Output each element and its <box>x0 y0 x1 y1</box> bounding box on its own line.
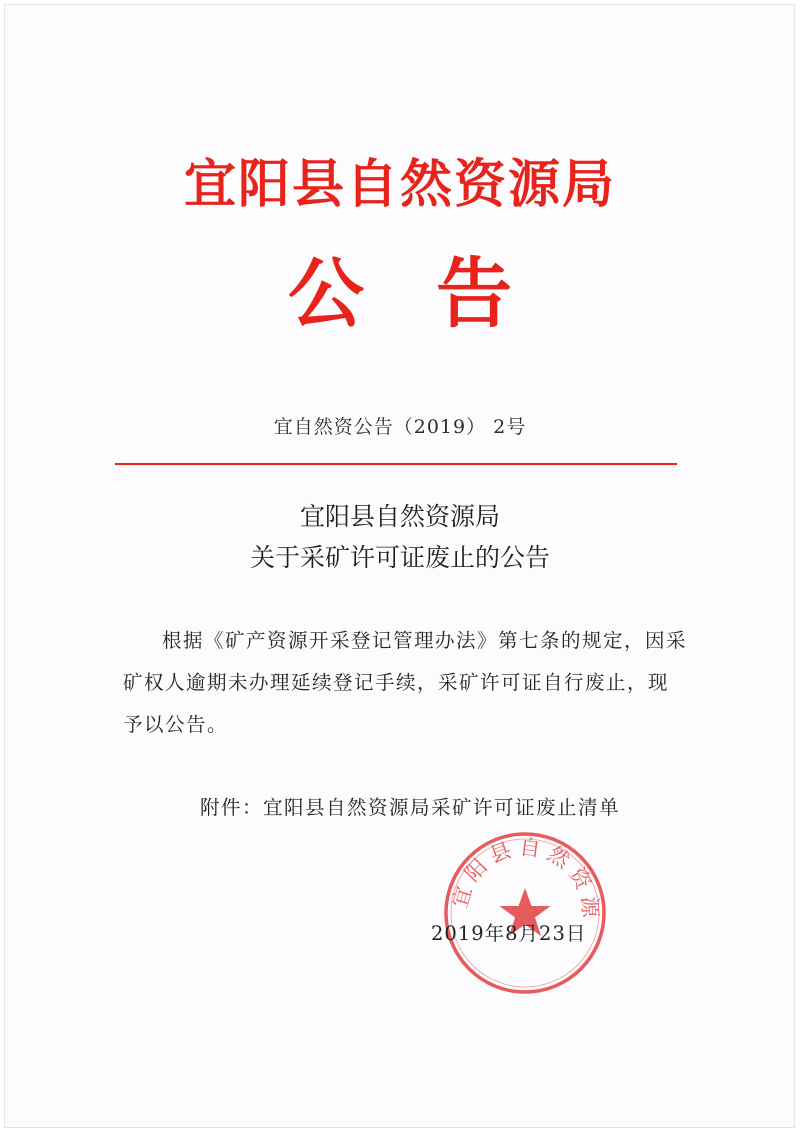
notice-body: 根据《矿产资源开采登记管理办法》第七条的规定，因采矿权人逾期未办理延续登记手续，采矿许可证自行废止，现予以公告。 <box>123 629 688 736</box>
document-type-header: 公告 <box>288 249 584 338</box>
notice-title-line-1: 宜阳县自然资源局 <box>299 502 500 531</box>
official-seal <box>442 830 608 996</box>
notice-title-line-2: 关于采矿许可证废止的公告 <box>249 543 550 572</box>
seal-graphic <box>442 830 608 996</box>
issuer-header: 宜阳县自然资源局 <box>183 155 616 215</box>
attachment-line: 附件：宜阳县自然资源局采矿许可证废止清单 <box>200 796 621 819</box>
seal-text: 宜阳县自然资源 <box>447 834 603 925</box>
red-divider-line <box>115 463 677 465</box>
issue-date: 2019年8月23日 <box>431 922 587 945</box>
document-number: 宜自然资公告（2019） 2号 <box>273 416 527 438</box>
